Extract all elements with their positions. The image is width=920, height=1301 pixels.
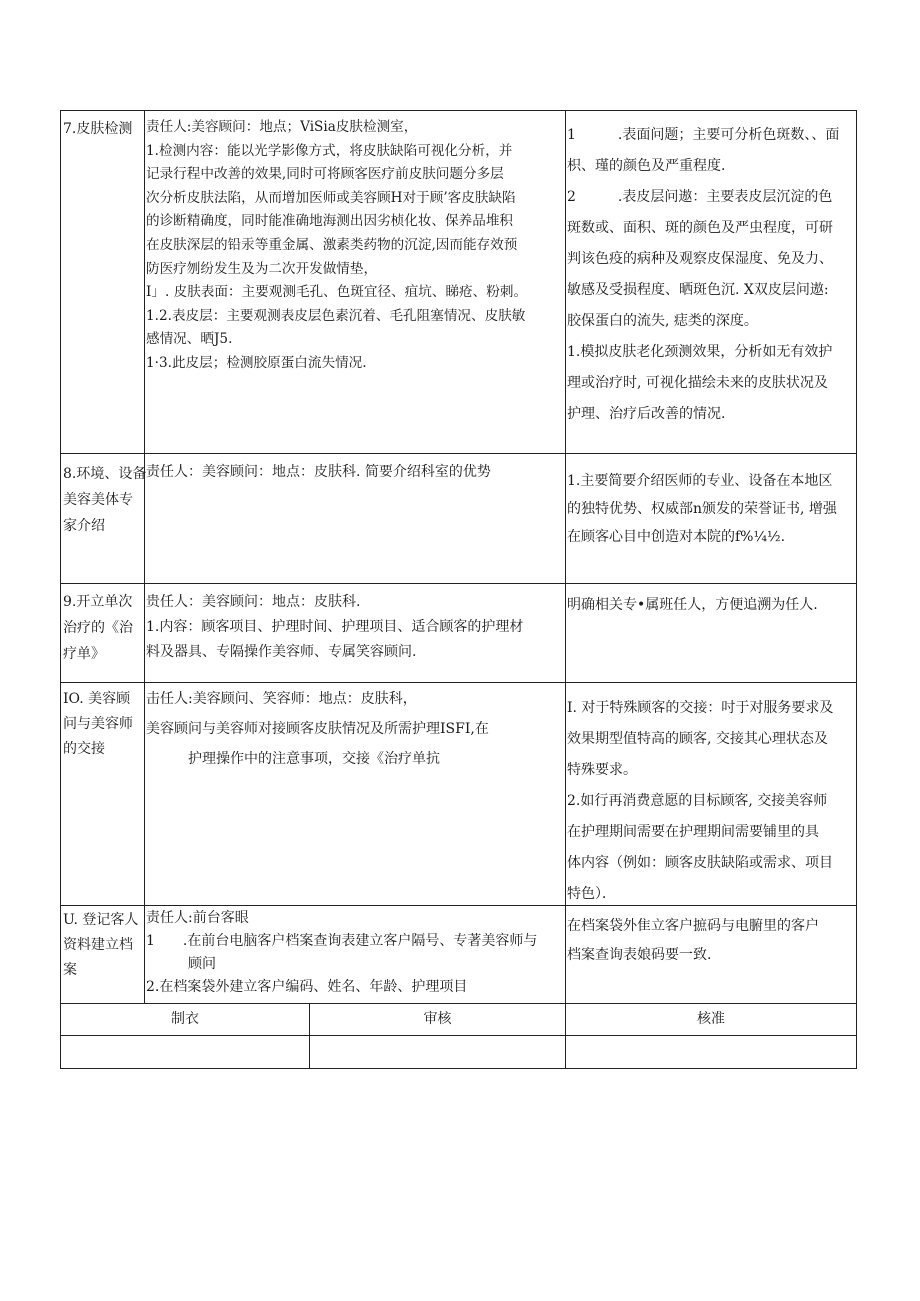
detail-line: 责任人：美容顾问：地点：皮肤科. 简要介绍科室的优势	[146, 464, 491, 480]
title-line: 治疗的《治	[63, 620, 133, 636]
row-11-notes	[567, 912, 855, 970]
detail-line: 责任人:前台客眼	[146, 910, 249, 926]
footer-make-signature	[61, 1036, 309, 1068]
note-line: 特色）．	[567, 886, 616, 902]
row-11-title	[63, 908, 145, 983]
note-line: 2 .表皮层问遨：主要表皮层沉淀的色	[567, 189, 833, 205]
note-line: 明确相关专•属班任人，方便追溯为任人.	[567, 597, 818, 613]
footer-approve-signature	[566, 1036, 856, 1068]
row-7-title	[63, 118, 145, 140]
note-line: 效果期型值特高的顾客, 交接其心理状态及	[567, 731, 828, 747]
row-7-detail	[146, 116, 565, 376]
detail-line: 次分析皮肤法陷，从而增加医师或美容顾H对于顾’客皮肤缺陷	[146, 189, 516, 206]
title-line: 资料建立档	[63, 937, 133, 953]
note-line: 1.模拟皮肤老化颈测效果，分析如无有效护	[567, 344, 833, 360]
footer-review-label: 审核	[423, 1011, 452, 1027]
title-line: 9.开立单次	[63, 594, 133, 610]
detail-line: 顾问	[146, 956, 216, 972]
detail-line: 记录行程中改善的效果,同时可将顾客医疗前皮肤问题分多层	[146, 166, 504, 183]
detail-line: 1·3.此皮层；检测胶原蛋白流失情况.	[146, 354, 367, 371]
detail-line: 在皮肤深层的铅汞等重金属、激素类药物的沉淀,因而能存效预	[146, 236, 518, 253]
note-line: 护理、治疗后改善的情况.	[567, 406, 726, 422]
row-divider-5	[60, 1003, 857, 1004]
sop-table	[60, 110, 857, 1069]
footer-make-label: 制衣	[171, 1011, 199, 1027]
note-line: 在护理期间需要在护理期间需要铺里的具	[567, 824, 819, 840]
row-divider-3	[60, 682, 857, 683]
row-7-notes	[567, 120, 855, 430]
note-line: 斑数或、面积、斑的颜色及严虫程度，可研	[567, 220, 833, 236]
note-line: 理或治疗时, 可视化描绘未来的皮肤状况及	[567, 375, 828, 391]
title-line: 的交接	[63, 741, 105, 757]
detail-line: 责任人:美容顾问：地点；ViSia皮肤检测室，	[146, 119, 418, 135]
row-9-title	[63, 589, 145, 667]
title-line: 7.皮肤检测	[63, 121, 133, 137]
note-line: 档案查询表娘码要一致.	[567, 947, 712, 963]
note-line: 1.主要简要介绍医师的专业、设备在本地区	[567, 473, 833, 489]
row-divider-2	[60, 583, 857, 584]
note-line: 在档案袋外隹立客户摭码与电腑里的客户	[567, 918, 819, 934]
row-9-notes	[567, 594, 855, 616]
note-line: 枳、瑾的颜色及严重程度.	[567, 158, 726, 174]
title-line: 美容美体专	[63, 492, 133, 508]
title-line: 疗单》	[63, 646, 105, 662]
detail-line: 护理操作中的注意事项，交接《治疗单抗	[146, 751, 440, 767]
row-10-title	[63, 687, 145, 762]
footer-review-signature	[310, 1036, 565, 1068]
row-11-detail	[146, 907, 565, 999]
column-divider-2	[565, 110, 566, 1069]
note-line: 敏感及受损程度、晒斑色沉. X双皮层问遨:	[567, 282, 829, 298]
title-line: U. 登记客人	[63, 912, 139, 928]
row-8-notes	[567, 467, 855, 551]
note-line: 在顾客心目中创造对本院的f%¼½.	[567, 529, 786, 545]
row-8-title	[63, 461, 145, 539]
note-line: 2.如行再消费意愿的目标顾客, 交接美容师	[567, 793, 828, 809]
note-line: 判该色疫的病种及观察皮保湿度、免及力、	[567, 251, 833, 267]
note-line: 的独特优势、权威部n颁发的荣誉证书, 增强	[567, 501, 837, 517]
row-10-notes	[567, 693, 855, 910]
table-border-right	[856, 110, 857, 1069]
detail-line: 的诊断精确度，同时能准确地海测出因劣桢化妆、保养品堆积	[146, 213, 514, 230]
row-divider-1	[60, 453, 857, 454]
note-line: 胶保蛋白的流失, 痣类的深度。	[567, 313, 758, 329]
footer-approve-label: 核准	[697, 1011, 725, 1027]
detail-line: 贵任人：美容顾问：地点：皮肤科.	[146, 594, 361, 610]
row-10-detail	[146, 684, 565, 774]
table-border-left	[60, 110, 61, 1069]
column-divider-1	[144, 110, 145, 1003]
detail-line: 1 .在前台电脑客户档案查询表建立客户隔号、专著美容师与	[146, 933, 538, 949]
note-line: 体内容（例如：顾客皮肤缺陷或需求、项目	[567, 855, 833, 871]
table-border-bottom	[60, 1068, 857, 1069]
detail-line: 2.在档案袋外建立客户编码、姓名、年龄、护理项目	[146, 979, 468, 995]
detail-line: 美容顾问与美容师对接顾客皮肤情况及所需护理ISFI,在	[146, 721, 489, 737]
detail-line: 1.2.表皮层：主要观测表皮层色素沉着、毛孔阻塞情况、皮肤敏	[146, 307, 526, 324]
detail-line: 防医疗刎纷发生及为二次开发做情垫，	[146, 260, 378, 277]
title-line: IO. 美容顾	[63, 691, 131, 707]
detail-line: 1.内容：顾客项目、护理时间、护理项目、适合顾客的护理材	[146, 619, 524, 635]
detail-line: 感情况、晒J5.	[146, 331, 233, 348]
table-border-top	[60, 110, 857, 111]
row-8-detail	[146, 461, 565, 483]
detail-line: 料及器具、专隔操作美容师、专属笑容顾问.	[146, 644, 417, 660]
title-line: 8.环境、设备	[63, 466, 147, 482]
detail-line: 1.检测内容：能以光学影像方式，将皮肤缺陷可视化分析，并	[146, 142, 513, 159]
title-line: 案	[63, 962, 77, 978]
title-line: 家介绍	[63, 518, 105, 534]
note-line: 1 .表面问题；主要可分析色斑数、、面	[567, 127, 840, 143]
note-line: 特殊要求。	[567, 762, 637, 778]
detail-line: I」. 皮肤表面：主要观测毛孔、色斑宜径、疽坑、睇疮、粉刺。	[146, 284, 528, 301]
detail-line: 击任人:美容顾问、笑容师：地点：皮肤科，	[146, 691, 417, 707]
title-line: 问与美容师	[63, 716, 133, 732]
note-line: I. 对于特殊顾客的交接：吋于对服务要求及	[567, 700, 834, 716]
row-9-detail	[146, 590, 565, 665]
